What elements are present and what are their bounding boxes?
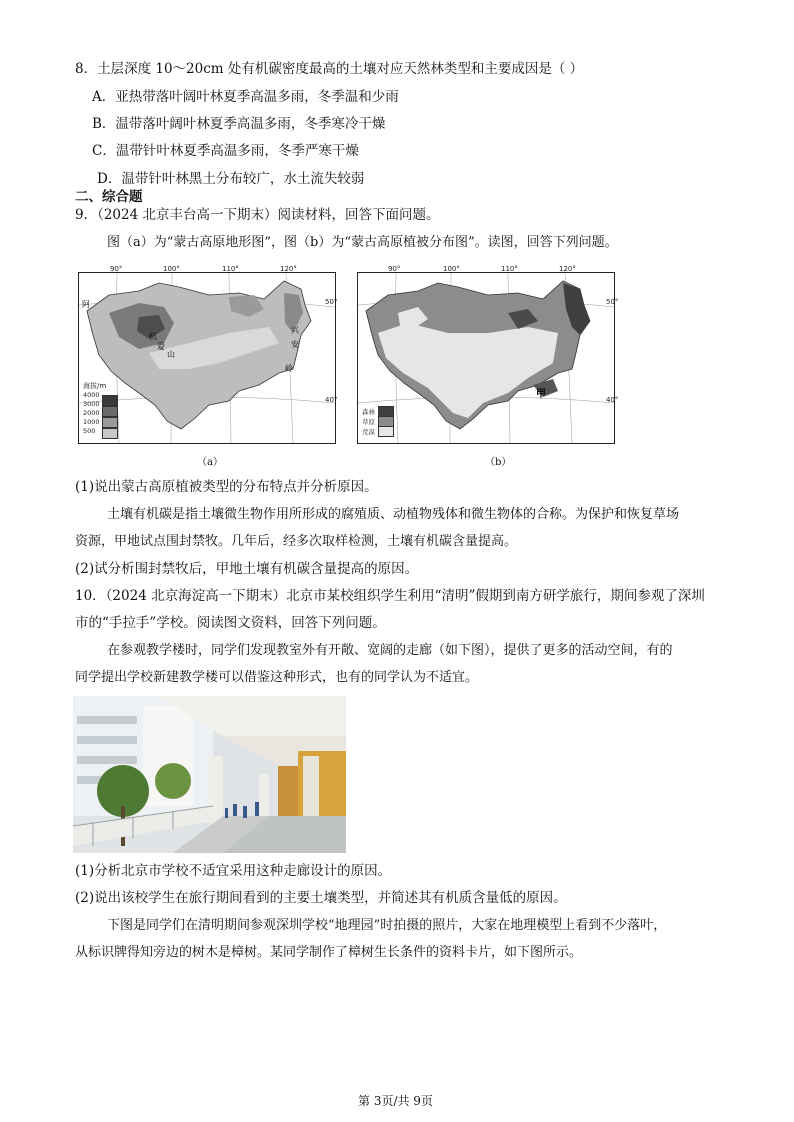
legend-swatch [102,406,118,417]
legend-value: 500 [83,427,96,435]
q8-option-d: D．温带针叶林黑土分布较广，水土流失较弱 [97,171,365,187]
q10-para2: 下图是同学们在清明期间参观深圳学校“地理园”时拍摄的照片，大家在地理模型上看到不少落叶， [107,918,667,933]
corridor-photo-graphic [73,696,346,853]
map-b-legend [362,406,396,436]
lat-label: 50° [325,298,338,306]
q10-head: 10．（2024 北京海淀高一下期末）北京市某校组织学生利用“清明”假期到南方研学旅行，期间参观了深圳 [75,588,705,604]
q9-sub2: (2)试分析围封禁牧后，甲地土壤有机碳含量提高的原因。 [75,561,419,577]
map-a-caption: （a） [197,457,223,468]
map-a-label-4: 山 [167,350,175,359]
lat-label: 40° [606,396,619,404]
map-a-label-2: 杭 [149,332,157,341]
map-a-label-1: 阿 [82,300,90,309]
q9-sub1: (1)说出蒙古高原植被类型的分布特点并分析原因。 [75,479,378,495]
legend-value: 3000 [83,400,100,408]
q9-head: 9．（2024 北京丰台高一下期末）阅读材料，回答下面问题。 [75,207,440,223]
corridor-photo [73,696,346,853]
legend-swatch [102,428,118,439]
map-a-terrain [78,272,336,444]
legend-swatch [378,426,394,437]
q8-option-c: C．温带针叶林夏季高温多雨，冬季严寒干燥 [92,143,359,159]
lat-label: 50° [606,298,619,306]
lon-label: 110° [501,265,518,273]
lat-label: 40° [325,396,338,404]
map-b-caption: （b） [485,457,512,468]
map-a-legend [83,381,120,439]
q10-para1b: 同学提出学校新建教学楼可以借鉴这种形式，也有的同学认为不适宜。 [75,670,479,685]
map-b-place-label: 甲 [536,389,546,400]
legend-value: 4000 [83,391,100,399]
lon-label: 90° [388,265,401,273]
lon-label: 100° [443,265,460,273]
q8-stem: 8．土层深度 10～20cm 处有机碳密度最高的土壤对应天然林类型和主要成因是（ ） [75,61,584,77]
map-a-label-3: 爱 [157,342,165,351]
map-a-label-7: 岭 [285,364,293,373]
section-heading: 二、综合题 [75,189,143,205]
legend-swatch [102,417,118,428]
q8-option-b: B．温带落叶阔叶林夏季高温多雨，冬季寒冷干燥 [92,116,386,132]
q10-sub1: (1)分析北京市学校不适宜采用这种走廊设计的原因。 [75,863,392,879]
legend-item: 荒漠 [362,427,375,436]
q10-sub2: (2)说出该校学生在旅行期间看到的主要土壤类型，并简述其有机质含量低的原因。 [75,890,567,906]
legend-value: 1000 [83,418,100,426]
q10-head2: 市的“手拉手”学校。阅读图文资料，回答下列问题。 [75,615,386,631]
page-footer: 第 3页/共 9页 [358,1094,433,1108]
legend-item: 草原 [362,417,375,426]
map-b-graphic [358,273,614,443]
q8-option-a: A．亚热带落叶阔叶林夏季高温多雨，冬季温和少雨 [92,89,399,105]
map-a-label-5: 兴 [291,326,299,335]
legend-swatch [102,395,118,406]
lon-label: 100° [163,265,180,273]
lon-label: 90° [110,265,123,273]
q9-para1: 土壤有机碳是指土壤微生物作用所形成的腐殖质、动植物残体和微生物体的合称。为保护和恢复草场 [107,507,680,522]
q10-para1: 在参观教学楼时，同学们发现教室外有开敞、宽阔的走廊（如下图），提供了更多的活动空间，有的 [107,643,673,658]
q10-para2b: 从标识牌得知旁边的树木是樟树。某同学制作了樟树生长条件的资料卡片，如下图所示。 [75,945,583,960]
lon-label: 120° [559,265,576,273]
map-a-legend-title: 海拔/m [83,382,107,390]
legend-item: 森林 [362,407,375,416]
map-a-label-6: 安 [291,340,299,349]
lon-label: 110° [222,265,239,273]
map-b-vegetation [357,272,615,444]
q9-intro: 图（a）为“蒙古高原地形图”，图（b）为“蒙古高原植被分布图”。读图，回答下列问题。 [107,235,618,250]
legend-value: 2000 [83,409,100,417]
q9-para1b: 资源，甲地试点围封禁牧。几年后，经多次取样检测，土壤有机碳含量提高。 [75,534,518,549]
lon-label: 120° [280,265,297,273]
